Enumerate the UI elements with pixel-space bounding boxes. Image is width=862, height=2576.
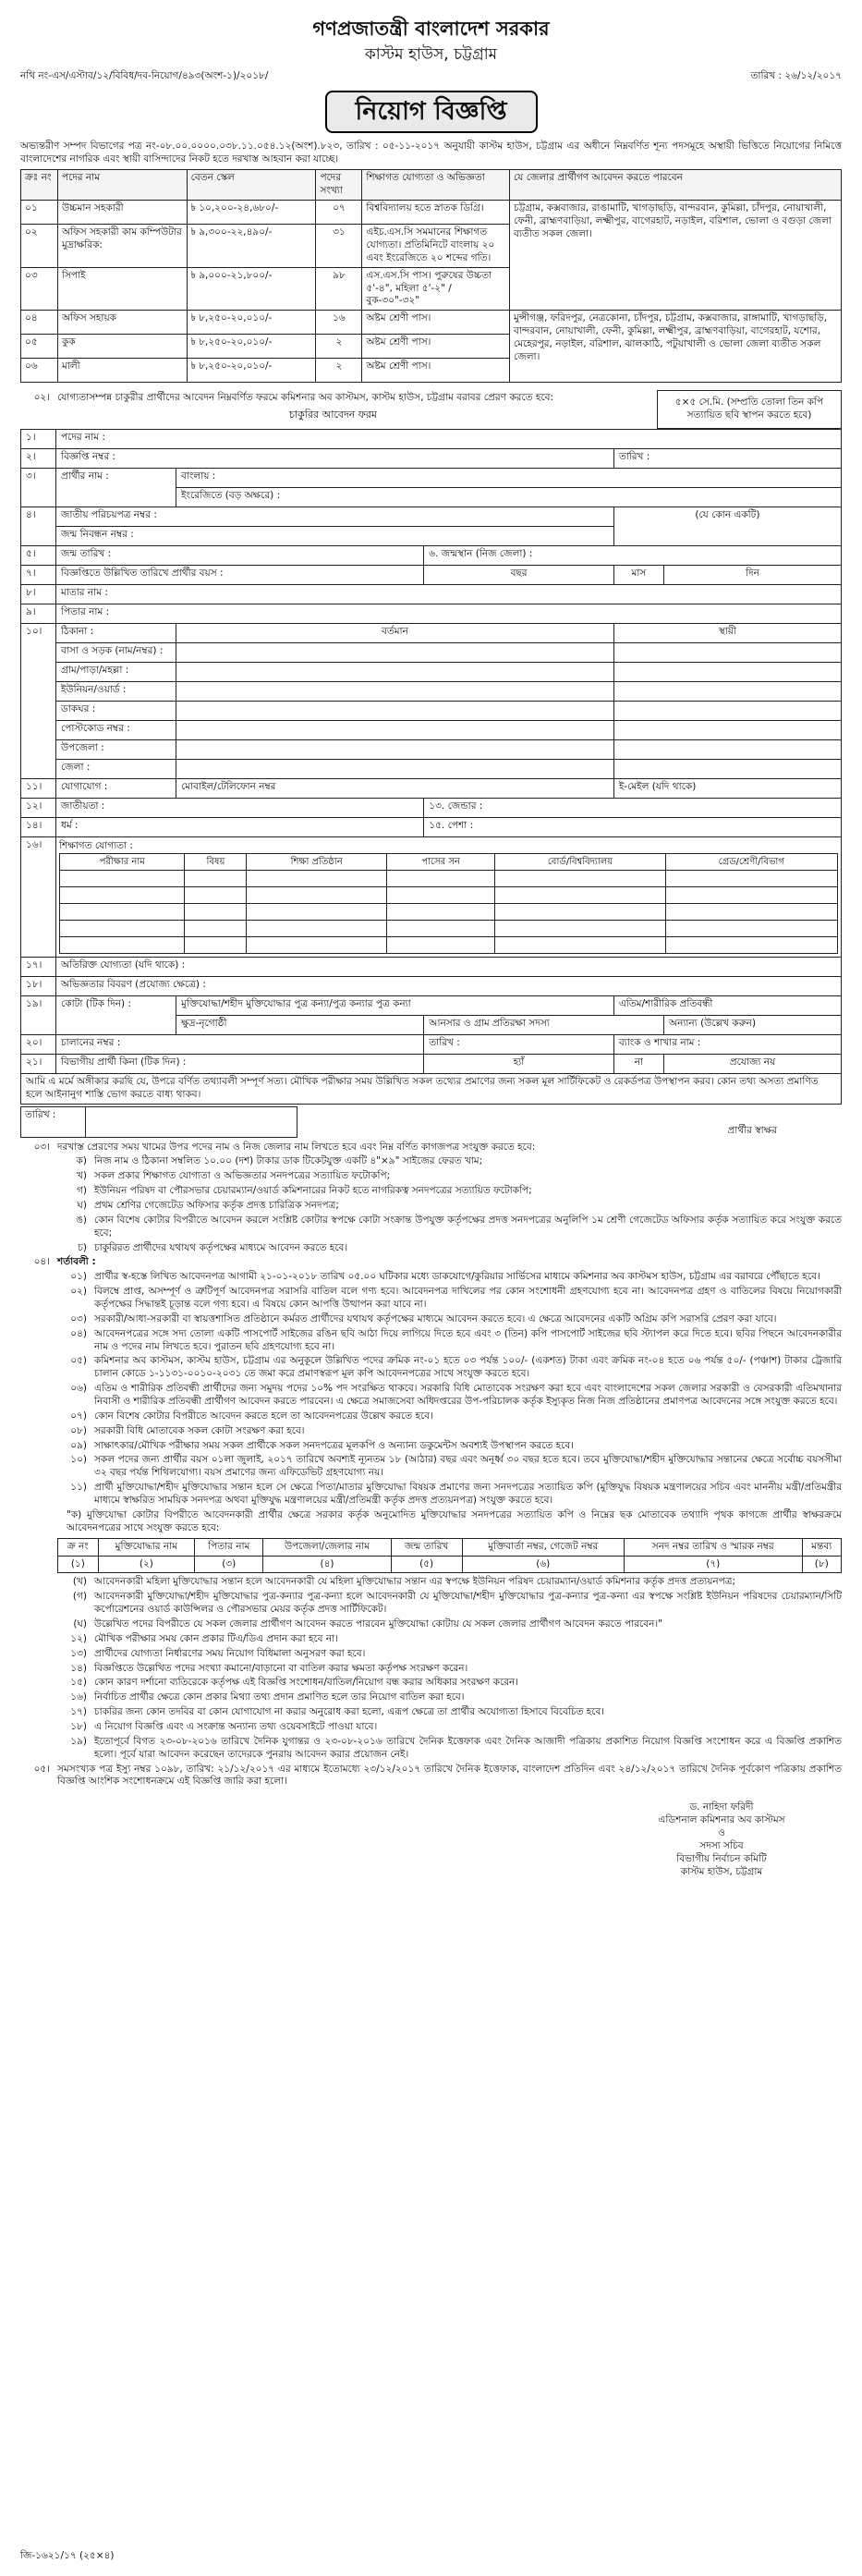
cell-count: ১৬	[316, 311, 362, 335]
list-item	[57, 1170, 842, 1183]
edu-col-institution: শিক্ষা প্রতিষ্ঠান	[247, 853, 386, 870]
list-item	[57, 1663, 842, 1676]
posts-table	[20, 169, 842, 383]
item-number: (ঘ)	[73, 1618, 87, 1630]
section-5	[20, 1764, 842, 1789]
form-title: চাকুরির আবেদন ফরম	[289, 409, 377, 421]
addr-present-field[interactable]	[176, 642, 614, 662]
cell-scale: ৳ ৮,২৫০-২০,০১০/-	[187, 335, 316, 359]
form-challan-no[interactable]: চালানের নম্বর :	[56, 1035, 424, 1055]
addr-label: পোস্টকোড নম্বর :	[56, 720, 176, 739]
list-item	[57, 1736, 842, 1762]
item-number: ১৭)	[70, 1706, 87, 1718]
item-number: ১৫)	[70, 1677, 87, 1689]
item-number: ১৪)	[70, 1662, 87, 1674]
cell-post-name: মালী	[57, 359, 187, 383]
form-address: ঠিকানা :	[56, 623, 176, 642]
item-number: ক)	[76, 1155, 87, 1167]
list-item	[57, 1618, 842, 1631]
list-item	[57, 1482, 842, 1508]
form-age-day[interactable]: দিন	[663, 565, 841, 584]
ff-table-header: পিতার নাম	[195, 1538, 263, 1556]
item-text: ইউনিয়ন পরিষদ বা পৌরসভার চেয়ারম্যান/ওয়ার্ড কমিশনারের নিকট হতে নাগরিকত্ব সনদপত্রের সত্যায়িত ফটোকপি;	[94, 1185, 532, 1197]
list-item	[57, 1691, 842, 1704]
signatory-line: সদস্য সচিব	[699, 1839, 744, 1851]
ff-table-cell: (৮)	[802, 1556, 841, 1573]
list-item	[57, 1286, 842, 1312]
cell-scale: ৳ ৮,২৫০-২০,০১০/-	[187, 311, 316, 335]
cell-serial: ০৪	[21, 311, 58, 335]
edu-col-year: পাসের সন	[386, 853, 495, 870]
table-row[interactable]	[60, 871, 838, 887]
quota-orphan-disabled[interactable]: এতিম/শারীরিক প্রতিবন্ধী	[613, 996, 841, 1016]
section-4	[20, 1256, 842, 1761]
section-3-lead: দরখাস্ত প্রেরণের সময় খামের উপর পদের নাম ও নিজ জেলার নাম লিখতে হবে এবং নিম্ন বর্ণিত কাগজপত্র সংযুক্ত করতে হবে:	[57, 1141, 536, 1153]
item-text: বিলম্বে প্রাপ্ত, অসম্পূর্ণ ও ত্রুটিপূর্ণ আবেদনপত্র সরাসরি বাতিল বলে গণ্য হবে। আবেদনপত্র দাখিলের পর কোন সংশোধনী গ্রহণযোগ্য হবে না। আবেদনপত্র গ্রহণ ও বাতিলের বিষয়ে নিয়োগকারী কর্তৃপক্ষের সিদ্ধান্তই চূড়ান্ত বলে গণ্য হবে। এ বিষয়ে কোন আপত্তি উত্থাপন করা যাবে না।	[94, 1286, 842, 1311]
signatory-line: বিভাগীয় নির্বাচন কমিটি	[676, 1852, 767, 1864]
posts-header-row	[21, 170, 842, 201]
form-name-english[interactable]: ইংরেজিতে (বড় অক্ষরে) :	[176, 487, 842, 507]
section-number: ০৫।	[33, 1763, 50, 1775]
photo-box: ৫×৫ সে.মি. (সম্প্রতি তোলা তিন কপি সত্যায়িত ছবি স্থাপন করতে হবে)	[657, 390, 842, 429]
reference-row	[20, 70, 842, 83]
item-text: কোন বিশেষ কোটার বিপরীতে আবেদন করলে সংশ্লিষ্ট কোটার স্বপক্ষে কোটা সংক্রান্ত উপযুক্ত কর্তৃপক্ষের প্রদত্ত সনদপত্রের অনুলিপি ১ম শ্রেণী গেজেটেড অফিসার কর্তৃক সত্যায়িত করে সংযুক্ত করতে হবে;	[94, 1214, 842, 1239]
addr-present-field[interactable]	[176, 701, 614, 720]
form-email[interactable]: ই-মেইল (যদি থাকে)	[613, 778, 841, 798]
notice-title: নিয়োগ বিজ্ঞপ্তি	[325, 91, 538, 133]
list-item	[57, 1313, 842, 1326]
item-text: চাকরির জন্য কোন তদবির বা কোন যোগাযোগ না করার অনুরোধ করা হলো, এরূপ ক্ষেত্রে তা প্রার্থীর অযোগ্যতা হিসাবে বিবেচিত হবে।	[94, 1706, 605, 1718]
section-2	[20, 390, 842, 429]
item-number: ঙ)	[76, 1214, 87, 1226]
item-number: ১০)	[70, 1454, 87, 1466]
list-item	[57, 1454, 842, 1480]
cell-qual: অষ্টম শ্রেণী পাস।	[362, 311, 510, 335]
form-occupation[interactable]: ১৫. পেশা :	[424, 817, 842, 836]
form-birthplace[interactable]: ৬. জন্মস্থান (নিজ জেলা) :	[424, 545, 842, 565]
edu-col-board: বোর্ড/বিশ্ববিদ্যালয়	[495, 853, 665, 870]
quota-note: "ক) মুক্তিযোদ্ধা কোটার বিপরীতে আবেদনকারী প্রার্থীর ক্ষেত্রে সরকার কর্তৃক অনুমোদিত মুক্তিযোদ্ধার সনদপত্রের সত্যায়িত কপি ও নিম্নের ছক মোতাবেক তথ্যাদি পৃথক কাগজে প্রার্থীর স্বাক্ষরক্রমে আবেদনপত্রের সাথে সংযুক্ত করতে হবে:	[67, 1508, 842, 1533]
col-qualification: শিক্ষাগত যোগ্যতা ও অভিজ্ঞতা	[362, 170, 510, 201]
freedom-fighter-table	[57, 1538, 842, 1574]
table-row[interactable]	[60, 887, 838, 904]
form-quota: কোটা (টিক দিন) :	[56, 996, 176, 1035]
form-permanent-address: স্থায়ী	[613, 623, 841, 642]
addr-label: জেলা :	[56, 759, 176, 778]
item-text: এ নিয়োগ বিজ্ঞপ্তি এবং এ সংক্রান্ত অন্যান্য তথ্য ওয়েবসাইটে পাওয়া যাবে।	[94, 1720, 378, 1732]
list-item	[57, 1576, 842, 1589]
form-mother-name[interactable]: মাতার নাম :	[56, 584, 842, 604]
ff-table-cell: (৪)	[263, 1556, 391, 1573]
item-text: আবেদনকারী মহিলা মুক্তিযোদ্ধার সন্তান হলে আবেদনকারী যে মহিলা মুক্তিযোদ্ধার সন্তান এর স্বপক্ষে ইউনিয়ন পরিষদ চেয়ারম্যান/ওয়ার্ড কমিশনার কর্তৃক প্রদত্ত প্রত্যয়নপত্র;	[94, 1576, 736, 1588]
list-item	[57, 1215, 842, 1240]
item-number: ১২)	[70, 1632, 87, 1644]
form-nid-note: (যে কোন একটি)	[613, 507, 841, 545]
addr-permanent-field[interactable]	[613, 681, 841, 701]
list-item	[57, 1440, 842, 1453]
cell-qual: অষ্টম শ্রেণী পাস।	[362, 359, 510, 383]
form-nid[interactable]: জাতীয় পরিচয়পত্র নম্বর :	[56, 507, 614, 526]
cell-qual: বিশ্ববিদ্যালয় হতে স্নাতক ডিগ্রি।	[362, 201, 510, 225]
quota-ethnic[interactable]: ক্ষুদ্র-নৃগোষ্ঠী	[176, 1016, 424, 1035]
item-text: সরকারী/আধা-সরকারী বা স্বায়ত্তশাসিত প্রতিষ্ঠানে কর্মরত প্রার্থীদের যথাযথ কর্তৃপক্ষের মাধ্যমে আবেদন করতে হবে। এ ক্ষেত্রে আবেদনের একটি অগ্রিম কপি সরাসরি প্রেরণ করা যাবে।	[94, 1312, 777, 1325]
cell-serial: ০৩	[21, 267, 58, 311]
addr-label: ডাকঘর :	[56, 701, 176, 720]
addr-permanent-field[interactable]	[613, 662, 841, 681]
signatory-name: ড. নাহিদা ফরিদী	[689, 1801, 754, 1813]
form-departmental: বিভাগীয় প্রার্থী কিনা (টিক দিন) :	[56, 1055, 424, 1074]
ff-table-header: মুক্তিবার্তা নম্বর, গেজেট নম্বর	[462, 1538, 624, 1556]
addr-label: বাসা ও সড়ক (নাম/নম্বর) :	[56, 642, 176, 662]
list-item	[57, 1242, 842, 1255]
addr-present-field[interactable]	[176, 739, 614, 759]
section-number: ০৩।	[33, 1141, 50, 1153]
cell-scale: ৳ ৯,৩০০-২২,৪৯০/-	[187, 225, 316, 268]
footer-code: জি-১৬২১/১৭ (২৫×৪)	[20, 2550, 115, 2562]
cell-post-name: কুক	[57, 335, 187, 359]
item-number: ১৮)	[70, 1720, 87, 1732]
table-row[interactable]	[60, 904, 838, 921]
cell-post-name: অফিস সহায়ক	[57, 311, 187, 335]
list-item	[57, 1185, 842, 1198]
addr-label: ইউনিয়ন/ওয়ার্ড :	[56, 681, 176, 701]
memo-date: তারিখ : ২৬/১২/২০১৭	[750, 70, 842, 82]
cell-scale: ৳ ৮,২৫০-২০,০১০/-	[187, 359, 316, 383]
quota-freedom-fighter[interactable]: মুক্তিযোদ্ধা/শহীদ মুক্তিযোদ্ধার পুত্র কন্যা/পুত্র কন্যার পুত্র কন্যা	[176, 996, 614, 1016]
form-father-name[interactable]: পিতার নাম :	[56, 604, 842, 623]
government-title: গণপ্রজাতন্ত্রী বাংলাদেশ সরকার	[312, 18, 550, 40]
edu-col-exam: পরীক্ষার নাম	[60, 853, 185, 870]
intro-paragraph: অভ্যন্তরীণ সম্পদ বিভাগের পত্র নং-০৮.০০.০০০০.০৩৮.১১.০৫৪.১২(অংশ).৮২৩, তারিখ : ০৫-১১-২০১৭ অনুযায়ী কাস্টম হাউস, চট্টগ্রাম এর অধীনে নিম্নবর্ণিত শূন্য পদসমূহে অস্থায়ী ভিত্তিতে নিয়োগের নিমিত্তে বাংলাদেশের নাগরিক এবং স্থায়ী বাসিন্দাদের নিকট হতে দরখাস্ত আহবান করা যাচ্ছে।	[20, 140, 842, 165]
item-number: ০১)	[70, 1271, 87, 1283]
addr-permanent-field[interactable]	[613, 701, 841, 720]
cell-scale: ৳ ১০,২০০-২৪,৬৮০/-	[187, 201, 316, 225]
cell-post-name: সিপাই	[57, 267, 187, 311]
list-item	[57, 1383, 842, 1409]
addr-label: উপজেলা :	[56, 739, 176, 759]
cell-count: ৩১	[316, 225, 362, 268]
item-text: কোন কারণ দর্শানো ব্যতিরেকে কর্তৃপক্ষ এই বিজ্ঞপ্তি সংশোধন/বাতিল/নিয়োগ বন্ধ করার অধিকার সংরক্ষণ করেন।	[94, 1677, 519, 1689]
section-number: ০২।	[33, 392, 50, 404]
form-sign-date-label: তারিখ :	[21, 1106, 86, 1137]
form-age-year[interactable]: বছর	[424, 565, 614, 584]
office-name: কাস্টম হাউস, চট্টগ্রাম	[364, 44, 498, 64]
item-number: ০৪)	[70, 1327, 87, 1339]
ff-table-header: জন্ম তারিখ	[391, 1538, 462, 1556]
table-row[interactable]	[60, 937, 838, 954]
ff-table-header: সনদ নম্বর তারিখ ও স্মারক নম্বর	[624, 1538, 802, 1556]
form-dob[interactable]: জন্ম তারিখ :	[56, 545, 424, 565]
list-item	[57, 1328, 842, 1354]
item-text: সরকারী বিধি মোতাবেক সকল কোটা সংরক্ষণ করা হবে।	[94, 1424, 305, 1436]
form-age-month[interactable]: মাস	[613, 565, 663, 584]
ff-table-cell: (৭)	[624, 1556, 802, 1573]
form-challan-date[interactable]: তারিখ :	[424, 1035, 614, 1055]
item-text: সাক্ষাৎকার/মৌখিক পরীক্ষার সময় সকল প্রার্থীকে সকল সনদপত্রের মূলকপি ও অন্যান্য ডকুমেন্টস অবশ্যই উপস্থাপন করতে হবে।	[94, 1439, 574, 1451]
ff-table-header: মন্তব্য	[802, 1538, 841, 1556]
item-text: সকল প্রকার শিক্ষাগত যোগ্যতা ও অভিজ্ঞতার সনদপত্রের সত্যায়িত ফটোকপি;	[94, 1170, 391, 1182]
cell-serial: ০৫	[21, 335, 58, 359]
departmental-no[interactable]: না	[613, 1055, 663, 1074]
item-text: এতিম ও শারীরিক প্রতিবন্ধী প্রার্থীদের জন্য সমুদয় পদের ১০% পদ সংরক্ষিত থাকবে। সরকারি বিধি মোতাবেক সংরক্ষণ করা হবে এবং বাংলাদেশের সকল জেলার সরকারী ও বেসরকারী এতিমখানার নিবাসী ও শারীরিক প্রতিবন্ধী প্রার্থীগণ আবেদন করতে পারবেন। এ ক্ষেত্রে সমাজসেবা অধিদপ্তরের উপ-পরিচালক কর্তৃক ইস্যুকৃত নিজ নিজ প্রতিষ্ঠানের প্রমাণপত্র আবেদনের সঙ্গে সংযুক্ত করতে হবে।	[94, 1383, 842, 1408]
form-applicant-name: প্রার্থীর নাম :	[56, 468, 176, 507]
form-mobile[interactable]: মোবাইল/টেলিফোন নম্বর	[176, 778, 614, 798]
ff-table-header: ক্র নং	[58, 1538, 99, 1556]
col-post-name: পদের নাম	[57, 170, 187, 201]
form-nationality[interactable]: জাতীয়তা :	[56, 798, 424, 817]
form-gender[interactable]: ১৩. জেন্ডার :	[424, 798, 842, 817]
item-text: প্রথম শ্রেণির গেজেটেড অফিসার কর্তৃক প্রদত্ত চারিত্রিক সনদপত্র;	[94, 1200, 339, 1212]
cell-post-name: অফিস সহকারী কাম কম্পিউটার মুদ্রাক্ষরিক:	[57, 225, 187, 268]
item-number: ঘ)	[77, 1200, 87, 1212]
form-education: শিক্ষাগত যোগ্যতা :	[59, 839, 133, 851]
section-number: ০৪।	[33, 1256, 50, 1268]
quota-ansar[interactable]: আনসার ও গ্রাম প্রতিরক্ষা সদস্য	[424, 1016, 664, 1035]
departmental-na[interactable]: প্রযোজ্য নয়	[663, 1055, 841, 1074]
item-text: উল্লেখিত পদের বিপরীতে যে সকল জেলার প্রার্থীগণ আবেদন করতে পারবেন মুক্তিযোদ্ধা কোটায় যে সকল জেলার প্রার্থীগণ আবেদন করতে পারবেন।"	[94, 1618, 662, 1630]
col-post-count: পদের সংখ্যা	[316, 170, 362, 201]
cell-serial: ০২	[21, 225, 58, 268]
ff-table-cell: (২)	[98, 1556, 194, 1573]
form-present-address: বর্তমান	[176, 623, 614, 642]
addr-permanent-field[interactable]	[613, 642, 841, 662]
list-item	[57, 1425, 842, 1438]
cell-qual: এইচ.এস.সি সমমানের শিক্ষাগত যোগ্যতা। প্রতিমিনিটে বাংলায় ২০ এবং ইংরেজিতে ২০ শব্দের গতি।	[362, 225, 510, 268]
item-number: (খ)	[72, 1576, 87, 1588]
item-text: আবেদনপত্রের সঙ্গে সদ্য তোলা একটি পাসপোর্ট সাইজের রঙিন ছবি আঠা দিয়ে লাগিয়ে দিতে হবে এবং ৩ (তিন) কপি পাসপোর্ট সাইজের ছবি স্ট্যাপল করে দিতে হবে। ছবির পিছনে আবেদনকারীর নাম ও পদের নাম লিখতে হবে। পুরাতন ছবি গ্রহণযোগ্য হবে না।	[94, 1327, 842, 1352]
item-number: ০৩)	[70, 1312, 87, 1325]
list-item	[57, 1648, 842, 1661]
list-item	[57, 1355, 842, 1381]
cell-districts-b: মুন্সীগঞ্জ, ফরিদপুর, নেত্রকোনা, চাঁদপুর, চট্টগ্রাম, কক্সবাজার, রাঙ্গামাটি, খাগড়াছড়ি, বান্দরবান, নোয়াখালী, ফেনী, কুমিল্লা, লক্ষ্মীপুর, ব্রাহ্মণবাড়িয়া, বাগেরহাট, যশোর, মেহেরপুর, নড়াইল, বরিশাল, ঝালকাঠি, পটুয়াখালী ও ভোলা জেলা ব্যতীত সকল জেলা।	[510, 311, 842, 383]
item-number: গ)	[77, 1185, 87, 1197]
signatory-block	[601, 1801, 842, 1878]
table-row	[21, 201, 842, 225]
addr-present-field[interactable]	[176, 720, 614, 739]
item-text: চাকুরিরত প্রার্থীদের যথাযথ কর্তৃপক্ষের মাধ্যমে আবেদন করতে হবে।	[94, 1241, 348, 1253]
item-number: ০৬)	[70, 1383, 87, 1395]
item-number: ০২)	[70, 1286, 87, 1298]
cell-count: ২	[316, 335, 362, 359]
cell-count: ৯৮	[316, 267, 362, 311]
item-number: (গ)	[72, 1591, 87, 1603]
form-post-name[interactable]: পদের নাম :	[56, 429, 842, 448]
ff-table-header: উপজেলা/জেলার নাম	[263, 1538, 391, 1556]
ff-table-header: মুক্তিযোদ্ধার নাম	[98, 1538, 194, 1556]
col-pay-scale: বেতন স্কেল	[187, 170, 316, 201]
cell-post-name: উচ্চমান সহকারী	[57, 201, 187, 225]
item-number: ১৬)	[70, 1691, 87, 1703]
list-item	[57, 1155, 842, 1168]
item-text: সকল পদের জন্য প্রার্থীর বয়স ০১লা জুলাই, ২০১৭ তারিখে অবশ্যই ন্যূনতম ১৮ (আঠার) বছর এবং অনূর্ধ্ব ৩০ বছর হতে হবে। তবে মুক্তিযোদ্ধা/শহীদ মুক্তিযোদ্ধার সন্তানের ক্ষেত্রে সর্বোচ্চ বয়সসীমা ৩২ বছর পর্যন্ত শিথিলযোগ্য। বয়স প্রমাণের জন্য এফিডেভিট গ্রহণযোগ্য নয়।	[94, 1454, 842, 1479]
form-ad-number[interactable]: বিজ্ঞপ্তি নম্বর :	[56, 448, 614, 468]
cell-serial: ০৬	[21, 359, 58, 383]
list-item	[57, 1706, 842, 1719]
cell-count: ২	[316, 359, 362, 383]
item-number: চ)	[78, 1241, 87, 1253]
form-bank[interactable]: ব্যাংক ও শাখার নাম :	[613, 1035, 841, 1055]
item-number: ০৭)	[70, 1410, 87, 1422]
education-table	[59, 853, 838, 954]
ff-table-cell: (৩)	[195, 1556, 263, 1573]
form-declaration: আমি এ মর্মে অঙ্গীকার করছি যে, উপরে বর্ণিত তথ্যাবলী সম্পূর্ণ সত্য। মৌখিক পরীক্ষার সময় উল্লিখিত সকল তথ্যের প্রমাণের জন্য সকল মূল সার্টিফিকেট ও রেকর্ডপত্র উপস্থাপন করব। কোন তথ্য অসত্য প্রমাণিত হলে আইনানুগ শাস্তি ভোগ করতে বাধ্য থাকব।	[21, 1074, 842, 1105]
ff-table-cell: (৬)	[462, 1556, 624, 1573]
form-extra-qual[interactable]: অতিরিক্ত যোগ্যতা (যদি থাকে) :	[56, 958, 842, 977]
cell-scale: ৳ ৯,০০০-২১,৮০০/-	[187, 267, 316, 311]
item-text: নিজ নাম ও ঠিকানা সম্বলিত ১০.০০ (দশ) টাকার ডাক টিকেটযুক্ত একটি ৪"×৯" সাইজের ফেরত খাম;	[94, 1155, 483, 1167]
quota-other[interactable]: অন্যান্য (উল্লেখ করুন)	[663, 1016, 841, 1035]
item-number: ০৯)	[70, 1439, 87, 1451]
list-item	[57, 1200, 842, 1213]
section-4-lead: শর্তাবলী :	[57, 1256, 96, 1268]
section-5-text: সমসংখ্যক পত্র ইস্যু নম্বর ১০৯৮, তারিখ: ২১/১২/২০১৭ এর মাধ্যমে ইতোমধ্যে ২৩/১২/২০১৭ তারিখে দৈনিক ইত্তেফাক, বাংলাদেশ প্রতিদিন এবং ২৪/১২/২০১৭ তারিখে দৈনিক পূর্বকোণ পত্রিকায় প্রকাশিত বিজ্ঞপ্তি আংশিক সংশোধনক্রমে এই বিজ্ঞপ্তি জারি করা হলো।	[57, 1763, 842, 1788]
item-number: ০৮)	[70, 1424, 87, 1436]
cell-districts-a: চট্টগ্রাম, কক্সবাজার, রাঙামাটি, খাগড়াছড়ি, বান্দরবান, কুমিল্লা, চাঁদপুর, নোয়াখালী, ফেনী, ব্রাহ্মণবাড়িয়া, লক্ষ্মীপুর, বাগেরহাট, নড়াইল, বরিশাল, ভোলা ও বগুড়া জেলা ব্যতীত সকল জেলা।	[510, 201, 842, 311]
edu-col-subject: বিষয়	[185, 853, 247, 870]
item-text: প্রার্থীদের যোগ্যতা নির্ধারণের সময় নিয়োগ বিধিমালা অনুসরণ করা হবে।	[94, 1647, 366, 1659]
addr-permanent-field[interactable]	[613, 720, 841, 739]
addr-present-field[interactable]	[176, 662, 614, 681]
item-text: ইতোপূর্বে বিগত ২৩-০৮-২০১৬ তারিখে দৈনিক যুগান্তর ও ২৩-০৮-২০১৬ তারিখে দৈনিক ইত্তেফাক এবং দৈনিক আজাদী পত্রিকায় প্রকাশিত নিয়োগ বিজ্ঞপ্তি সংশোধন করে এ বিজ্ঞপ্তি প্রকাশিত হলো। পূর্বে যারা আবেদন করেছেন তাদেরকে পুনরায় আবেদন করার প্রয়োজন নেই।	[94, 1735, 842, 1760]
table-row[interactable]	[60, 921, 838, 937]
item-number: খ)	[77, 1170, 87, 1182]
addr-permanent-field[interactable]	[613, 759, 841, 778]
signature-row	[20, 1106, 842, 1138]
form-contact: যোগাযোগ :	[56, 778, 176, 798]
addr-present-field[interactable]	[176, 681, 614, 701]
col-serial: ক্রঃ নং	[21, 170, 58, 201]
form-ad-date[interactable]: তারিখ :	[613, 448, 841, 468]
table-row	[21, 311, 842, 335]
form-birth-reg[interactable]: জন্ম নিবন্ধন নম্বর :	[56, 526, 614, 545]
cell-count: ০৭	[316, 201, 362, 225]
form-name-bangla[interactable]: বাংলায় :	[176, 468, 842, 487]
cell-serial: ০১	[21, 201, 58, 225]
list-item	[57, 1591, 842, 1617]
application-form: ১। পদের নাম : ২। বিজ্ঞপ্তি নম্বর : তারিখ : ৩। প্রার্থীর নাম : বাংলায় : ইংরেজিতে (বড় অক্ষরে) : ৪। জাতীয় পরিচয়পত্র নম্বর : (যে কোন একটি) জন্ম নিবন্ধন নম্বর : ৫। জন্ম তারিখ : ৬. জন্মস্থান (নিজ জেলা) : ৭। বিজ্ঞপ্তিতে উল্লিখিত তারিখে প্রার্থীর বয়স : বছর মাস দিন ৮। মাতার নাম : ৯। পিতার নাম : ১০। ঠিকানা : বর্তমান স্থায়ী বাসা ও সড়ক (নাম/নম্বর) : গ্রাম/পাড়া/মহল্লা : ইউনিয়ন/ওয়ার্ড : ডাকঘর : পোস্টকোড নম্বর : উপজেলা : জেলা : ১১। যোগাযোগ : মোবাইল/টেলিফোন নম্বর ই-মেইল (যদি থাকে) ১২। জাতীয়তা : ১৩. জেন্ডার : ১৪। ধর্ম : ১৫. পেশা : ১৬। শিক্ষাগত যোগ্যতা : পরীক্ষার নাম বিষয় শিক্ষা প্রতিষ্ঠান পাসের সন বোর্ড/বিশ্ববিদ্যালয় গ্রেড/শ্রেণী/বিভাগ ১৭। অতিরিক্ত যোগ্যতা (যদি থাকে) : ১৮। অভিজ্ঞতার বিবরণ (প্রযোজ্য ক্ষেত্রে) : ১৯। কোটা (টিক দিন) : মুক্তিযোদ্ধা/শহীদ মুক্তিযোদ্ধার পুত্র কন্যা/পুত্র কন্যার পুত্র কন্যা এতিম/শারীরিক প্রতিবন্ধী ক্ষুদ্র-নৃগোষ্ঠী আনসার ও গ্রাম প্রতিরক্ষা সদস্য অন্যান্য (উল্লেখ করুন) ২০। চালানের নম্বর : তারিখ : ব্যাংক ও শাখার নাম : ২১। বিভাগীয় প্রার্থী কিনা (টিক দিন) : হ্যাঁ না প্রযোজ্য নয় আমি এ মর্মে অঙ্গীকার করছি যে, উপরে বর্ণিত তথ্যাবলী সম্পূর্ণ সত্য। মৌখিক পরীক্ষার সময় উল্লিখিত সকল তথ্যের প্রমাণের জন্য সকল মূল সার্টিফিকেট ও রেকর্ডপত্র উপস্থাপন করব। কোন তথ্য অসত্য প্রমাণিত হলে আইনানুগ শাস্তি ভোগ করতে বাধ্য থাকব।	[20, 429, 842, 1105]
signatory-line: এডিশনাল কমিশনার অব কাস্টমস	[658, 1814, 785, 1826]
cell-qual: অষ্টম শ্রেণী পাস।	[362, 335, 510, 359]
edu-col-grade: গ্রেড/শ্রেণী/বিভাগ	[665, 853, 837, 870]
ff-table-cell: (৫)	[391, 1556, 462, 1573]
item-text: মৌখিক পরীক্ষার সময় কোন প্রকার টিএ/ডিএ প্রদান করা হবে না।	[94, 1632, 338, 1644]
addr-permanent-field[interactable]	[613, 739, 841, 759]
item-text: আবেদনকারী মুক্তিযোদ্ধা/শহীদ মুক্তিযোদ্ধার পুত্র-কন্যার পুত্র-কন্যা হলে আবেদনকারী যে মুক্তিযোদ্ধা/শহীদ মুক্তিযোদ্ধার পুত্র-কন্যার পুত্র-কন্যা এর স্বপক্ষে সংশ্লিষ্ট ইউনিয়ন পরিষদের চেয়ারম্যান/সিটি কর্পোরেশনের ওয়ার্ড কাউন্সিলর ও পৌরসভার মেয়র কর্তৃক প্রদত্ত সার্টিফিকেট।	[94, 1591, 842, 1616]
signatory-line: কাস্টম হাউস, চট্টগ্রাম	[680, 1865, 763, 1877]
memo-number: নথি নং-এস/এস্টাব/১২/বিবিধ/দব-নিয়োগ/৪৯৩(অংশ-১)/২০১৮/	[20, 70, 269, 82]
signatory-line: ও	[718, 1826, 725, 1838]
form-experience[interactable]: অভিজ্ঞতার বিবরণ (প্রযোজ্য ক্ষেত্রে) :	[56, 977, 842, 996]
item-text: নির্বাচিত প্রার্থীর ক্ষেত্রে কোন প্রকার মিথ্যা তথ্য প্রদান প্রমাণিত হলে তার নিয়োগ বাতিল করা হবে।	[94, 1691, 465, 1703]
item-number: ০৫)	[70, 1355, 87, 1367]
item-text: কোন বিশেষ কোটার বিপরীতে আবেদন করতে হলে তা আবেদনপত্রের উল্লেখ করতে হবে।	[94, 1410, 433, 1422]
item-number: ১৩)	[70, 1647, 87, 1659]
list-item	[57, 1271, 842, 1284]
form-age: বিজ্ঞপ্তিতে উল্লিখিত তারিখে প্রার্থীর বয়স :	[56, 565, 424, 584]
form-religion[interactable]: ধর্ম :	[56, 817, 424, 836]
addr-label: গ্রাম/পাড়া/মহল্লা :	[56, 662, 176, 681]
list-item	[57, 1721, 842, 1734]
addr-present-field[interactable]	[176, 759, 614, 778]
item-number: ১৯)	[70, 1735, 87, 1747]
item-text: প্রার্থীর স্ব-হস্তে লিখিত আবেদনপত্র আগামী ২১-০১-২০১৮ তারিখ ০৫.০০ ঘটিকার মধ্যে ডাকযোগে/কুরিয়ার সার্ভিসের মাধ্যমে কমিশনার অব কাস্টমস হাউস, চট্টগ্রাম এর বরাবরে পৌঁছাতে হবে।	[94, 1271, 820, 1283]
section-2-text: যোগ্যতাসম্পন্ন চাকুরীর প্রার্থীদের আবেদন নিম্নবর্ণিত ফরমে কমিশনার অব কাস্টমস, কাস্টম হাউস, চট্টগ্রাম বরাবর প্রেরণ করতে হবে:	[57, 392, 553, 404]
col-districts: যে জেলার প্রার্থীগণ আবেদন করতে পারবেন	[510, 170, 842, 201]
cell-qual: এস.এস.সি পাস। পুরুষের উচ্চতা ৫'-৪", মহিলা ৫'-২" / বুক-৩০"-৩২"	[362, 267, 510, 311]
item-text: কমিশনার অব কাস্টমস, কাস্টম হাউস, চট্টগ্রাম এর অনুকূলে উল্লিখিত পদের ক্রমিক নং-০১ হতে ০৩ পর্যন্ত ১০০/- (একশত) টাকা এবং ক্রমিক নং-০৪ হতে ০৬ পর্যন্ত ৫০/- (পঞ্চাশ) টাকার ট্রেজারি চালান কোডে ১-১১৩১-০০১০-২০৩১ তে জমা করে প্রমাণস্বরূপ মূল কপি আবেদনপত্রের সাথে সংযুক্ত করতে হবে।	[94, 1355, 842, 1380]
item-number: ১১)	[70, 1482, 87, 1494]
applicant-signature: প্রার্থীর স্বাক্ষর	[727, 1124, 777, 1136]
section-3	[20, 1141, 842, 1255]
item-text: বিজ্ঞপ্তিতে উল্লেখিত পদের সংখ্যা কমানো/বাড়ানো বা বাতিল করার ক্ষমতা কর্তৃপক্ষ সংরক্ষণ করেন।	[94, 1662, 468, 1674]
list-item	[57, 1677, 842, 1690]
ff-table-cell: (১)	[58, 1556, 99, 1573]
form-sign-date-field[interactable]	[86, 1106, 297, 1137]
item-text: প্রার্থী মুক্তিযোদ্ধা/শহীদ মুক্তিযোদ্ধার সন্তান হলে সে ক্ষেত্রে পিতা/মাতার মুক্তিযোদ্ধা বিষয়ক প্রমাণের জন্য সনদপত্রের সত্যায়িত কপি (মুক্তিযুদ্ধ বিষয়ক মন্ত্রণালয়ের সচিব এবং মাননীয় মন্ত্রী/প্রতিমন্ত্রীর মাধ্যমে স্বাক্ষরিত সাময়িক সনদপত্র অথবা মুক্তিযুদ্ধ মন্ত্রণালয়ের মন্ত্রী/প্রতিমন্ত্রী কর্তৃক প্রদত্ত প্রত্যয়নপত্র) সংযুক্ত করতে হবে।	[94, 1482, 842, 1507]
departmental-yes[interactable]: হ্যাঁ	[424, 1055, 614, 1074]
list-item	[57, 1410, 842, 1423]
list-item	[57, 1633, 842, 1646]
